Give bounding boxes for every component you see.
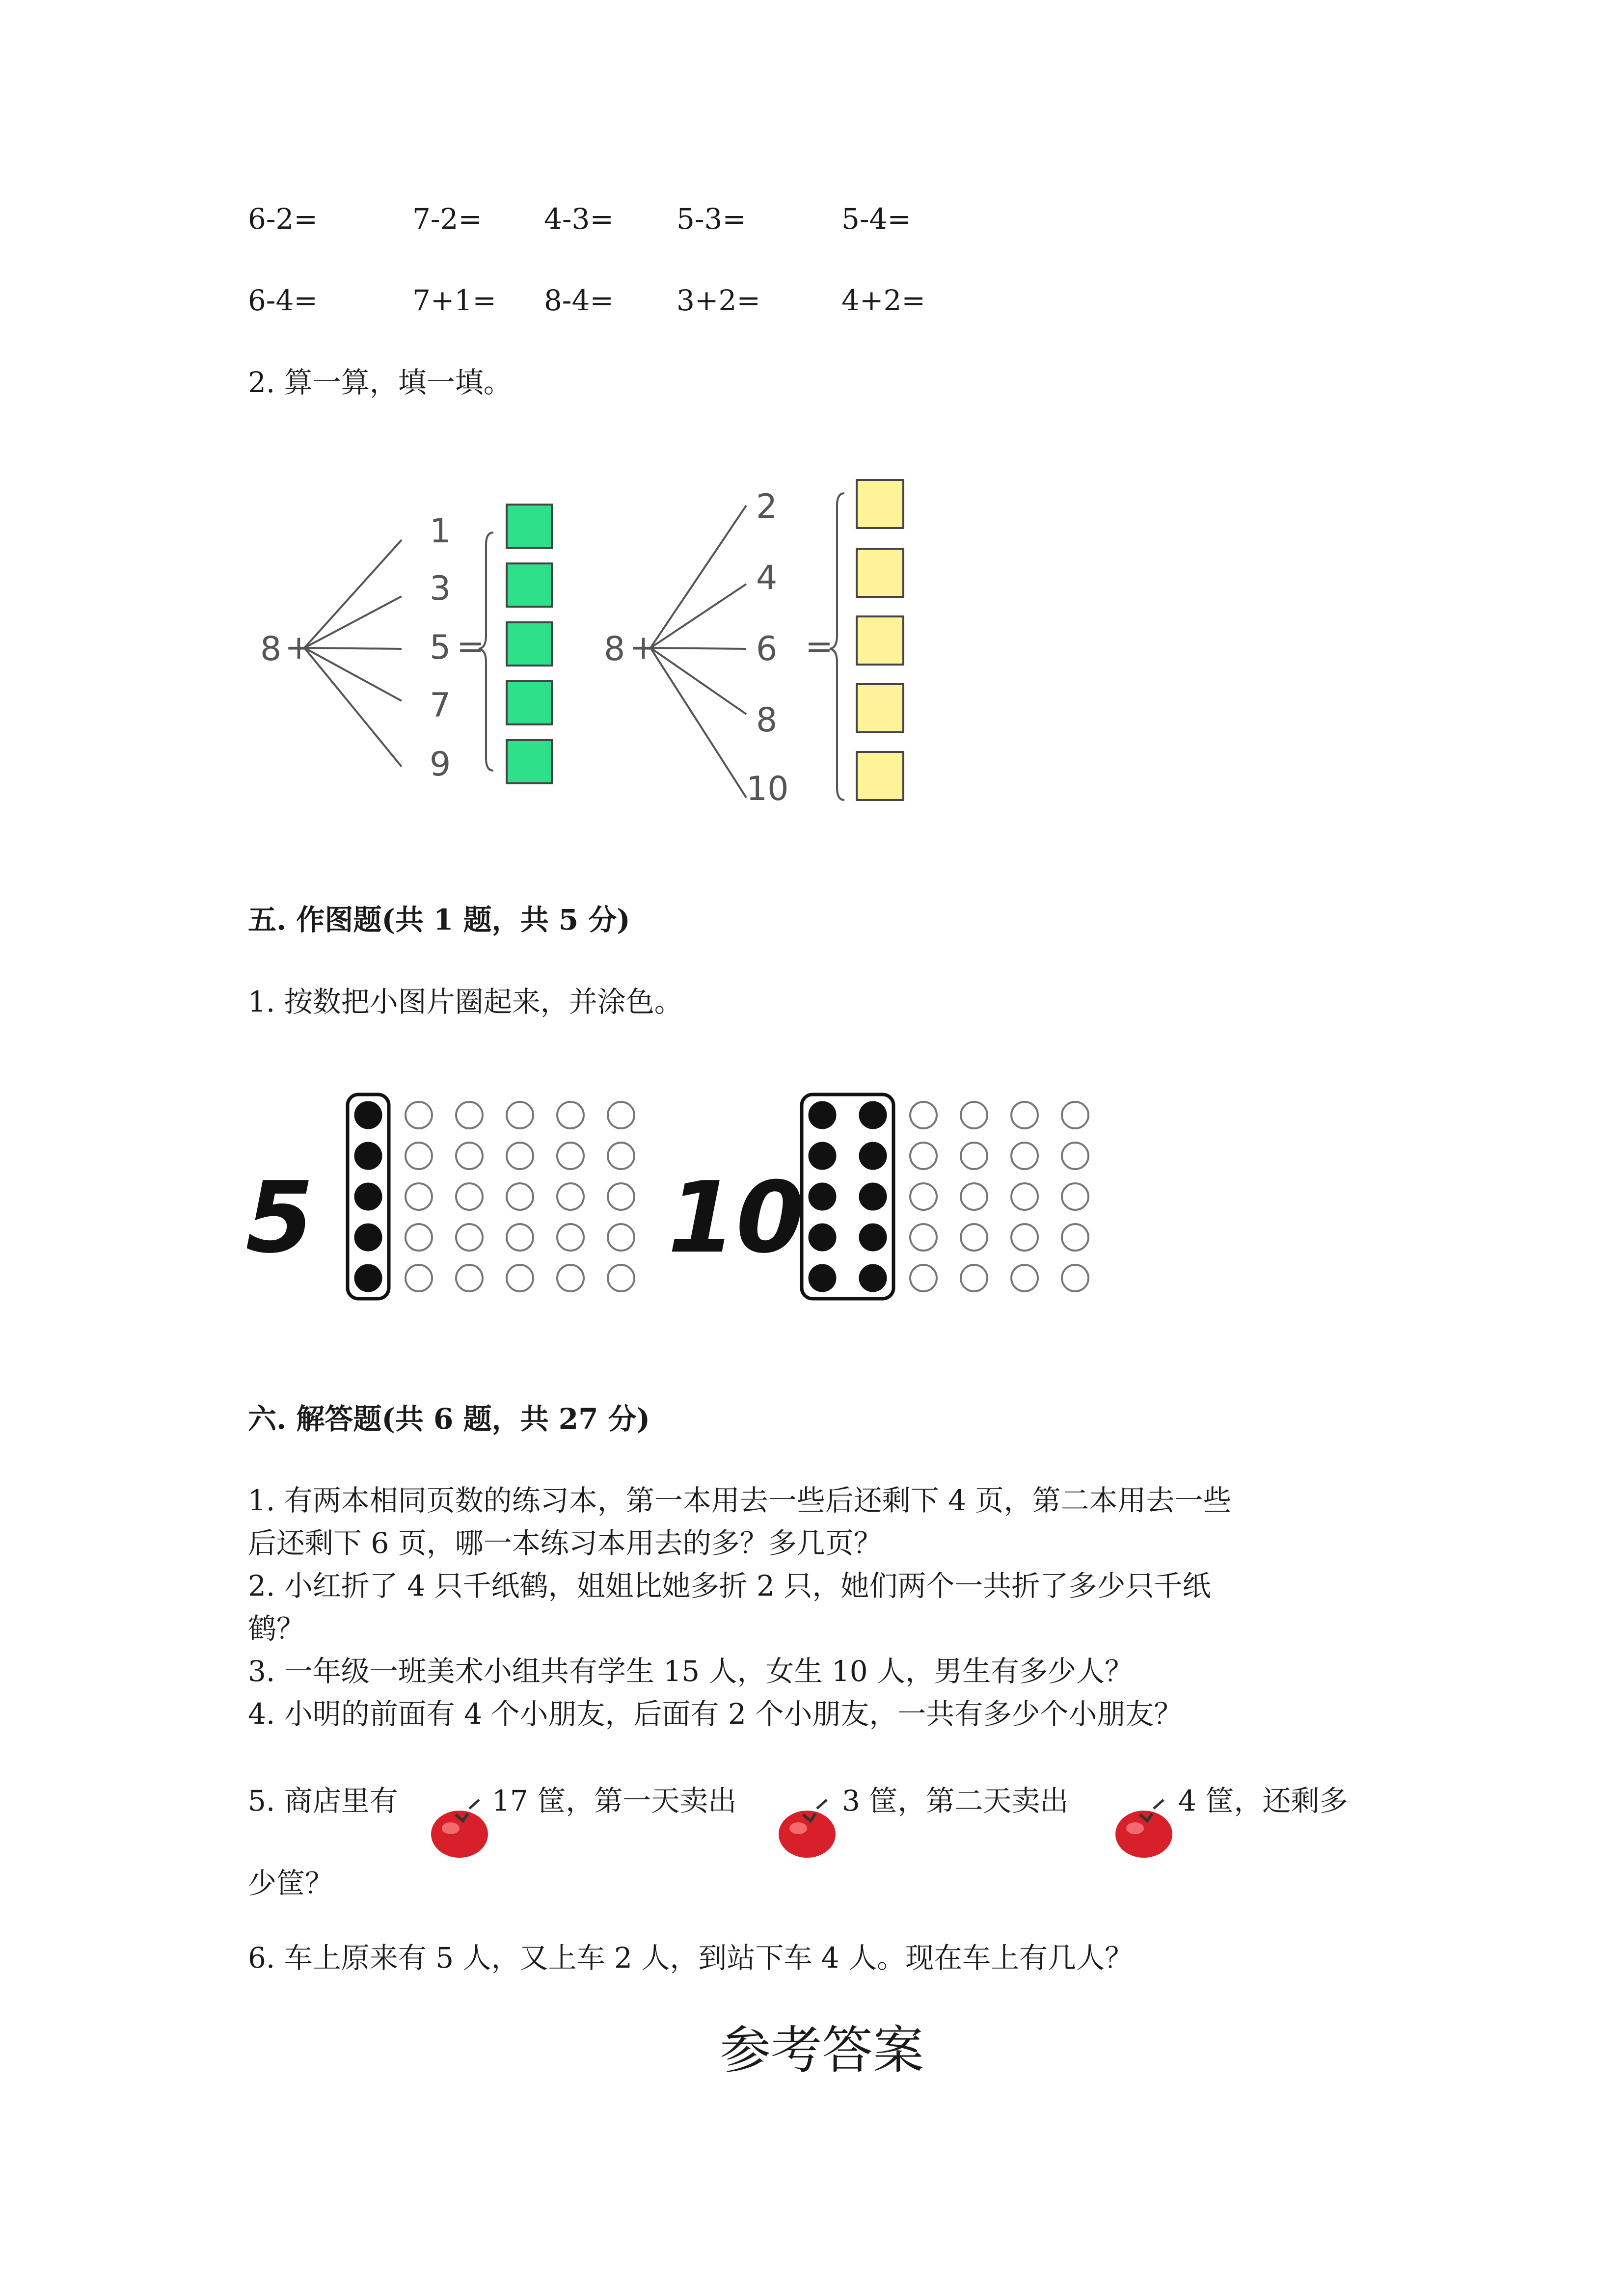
answer-box [507,740,552,783]
empty-dot [1011,1265,1038,1291]
section6-q5-part-b: 17 筐，第一天卖出 [492,1784,737,1817]
answer-box [507,563,552,607]
empty-dot [406,1143,432,1169]
left-number: 5 [245,1161,314,1275]
empty-dot [910,1224,937,1251]
empty-dot [406,1183,432,1210]
section6-q4: 4. 小明的前面有 4 个小朋友，后面有 2 个小朋友，一共有多少个小朋友？ [248,1697,1183,1731]
empty-dot [1011,1224,1038,1251]
filled-dot [860,1224,886,1251]
empty-dot [910,1102,937,1128]
arith-item: 4+2= [841,284,925,317]
empty-dot [1062,1265,1088,1291]
empty-dot [507,1224,533,1251]
arith-item: 6-4= [248,284,318,317]
answer-box [507,681,552,724]
empty-dot [456,1102,483,1128]
empty-dot [608,1183,634,1210]
empty-dot [961,1224,987,1251]
empty-dot [608,1143,634,1169]
left-dot-grid [348,1095,634,1299]
empty-dot [1062,1143,1088,1169]
empty-dot [1011,1102,1038,1128]
section6-q3: 3. 一年级一班美术小组共有学生 15 人，女生 10 人，男生有多少人？ [248,1655,1134,1688]
answer-box [857,752,903,800]
left-addend: 1 [430,512,451,551]
filled-dot [809,1143,836,1169]
section6-q5-part-d: 4 筐，还剩多 [1178,1784,1348,1817]
filled-dot [355,1102,381,1128]
empty-dot [1011,1143,1038,1169]
left-equals: = [457,627,485,666]
left-addend: 3 [430,569,451,608]
answer-box [857,684,903,732]
section6-q2-line1: 2. 小红折了 4 只千纸鹤，姐姐比她多折 2 只，她们两个一共折了多少只千纸 [248,1569,1211,1602]
empty-dot [456,1265,483,1291]
empty-dot [1062,1102,1088,1128]
arith-item: 5-4= [841,202,911,236]
answer-box [857,616,903,665]
empty-dot [557,1102,584,1128]
section6-q5-part-c: 3 筐，第二天卖出 [842,1784,1069,1817]
arith-item: 3+2= [677,284,760,317]
answer-section-title: 参考答案 [720,2020,924,2080]
left-addend: 5 [430,628,451,667]
filled-dot [860,1183,886,1210]
filled-dot [355,1143,381,1169]
addition-fan-diagram [245,466,933,820]
filled-dot [355,1183,381,1210]
filled-dot [809,1183,836,1210]
section6-q5-part-a: 5. 商店里有 [248,1784,398,1817]
right-number: 10 [668,1161,805,1275]
dot-grid-figure [245,1090,1105,1325]
filled-dot [809,1265,836,1291]
empty-dot [456,1143,483,1169]
empty-dot [608,1265,634,1291]
right-addend: 2 [756,487,778,526]
answer-box [857,549,903,597]
apple-icon [1110,1794,1179,1858]
right-addend: 10 [746,770,789,808]
apple-icon [774,1794,842,1858]
answer-box [857,480,903,528]
apple-icon [426,1794,495,1858]
empty-dot [1062,1183,1088,1210]
left-addend: 7 [430,686,451,725]
section6-header: 六. 解答题(共 6 题，共 27 分) [248,1402,650,1436]
left-addend: 9 [430,745,451,784]
empty-dot [961,1183,987,1210]
empty-dot [557,1224,584,1251]
right-plus: + [629,628,657,667]
empty-dot [507,1183,533,1210]
empty-dot [910,1183,937,1210]
section6-q1-line2: 后还剩下 6 页，哪一本练习本用去的多？多几页？ [248,1526,882,1560]
empty-dot [456,1224,483,1251]
empty-dot [406,1224,432,1251]
empty-dot [910,1265,937,1291]
empty-dot [557,1143,584,1169]
arith-item: 7-2= [412,202,482,236]
answer-box [507,505,552,548]
right-base: 8 [604,630,625,668]
left-base: 8 [260,630,282,668]
filled-dot [860,1265,886,1291]
right-answer-boxes [857,480,903,800]
q2-title: 2. 算一算，填一填。 [248,366,512,399]
empty-dot [961,1265,987,1291]
empty-dot [507,1102,533,1128]
empty-dot [910,1143,937,1169]
filled-dot [860,1143,886,1169]
empty-dot [507,1265,533,1291]
filled-dot [355,1265,381,1291]
arith-item: 7+1= [412,284,496,317]
arith-item: 8-4= [544,284,614,317]
arith-item: 4-3= [544,202,614,236]
left-plus: + [285,628,313,667]
arith-item: 5-3= [677,202,746,236]
filled-dot [809,1224,836,1251]
empty-dot [557,1183,584,1210]
filled-dot [809,1102,836,1128]
empty-dot [507,1143,533,1169]
right-addend: 4 [756,559,778,597]
empty-dot [557,1265,584,1291]
section6-q2-line2: 鹤？ [248,1612,305,1645]
empty-dot [406,1265,432,1291]
empty-dot [608,1102,634,1128]
section5-header: 五. 作图题(共 1 题，共 5 分) [248,903,630,936]
answer-box [507,622,552,666]
arith-item: 6-2= [248,202,318,236]
section5-q1: 1. 按数把小图片圈起来，并涂色。 [248,985,683,1018]
empty-dot [961,1143,987,1169]
right-dot-grid [802,1095,1088,1299]
empty-dot [406,1102,432,1128]
section6-q1-line1: 1. 有两本相同页数的练习本，第一本用去一些后还剩下 4 页，第二本用去一些 [248,1484,1232,1517]
empty-dot [456,1183,483,1210]
filled-dot [355,1224,381,1251]
right-equals: = [805,627,833,666]
right-addend: 8 [756,701,778,740]
empty-dot [961,1102,987,1128]
left-answer-boxes [507,505,552,783]
section6-q6: 6. 车上原来有 5 人，又上车 2 人，到站下车 4 人。现在车上有几人？ [248,1941,1134,1975]
filled-dot [860,1102,886,1128]
empty-dot [1011,1183,1038,1210]
empty-dot [1062,1224,1088,1251]
empty-dot [608,1224,634,1251]
section6-q5-part-e: 少筐？ [248,1867,334,1900]
right-addend: 6 [756,630,778,668]
